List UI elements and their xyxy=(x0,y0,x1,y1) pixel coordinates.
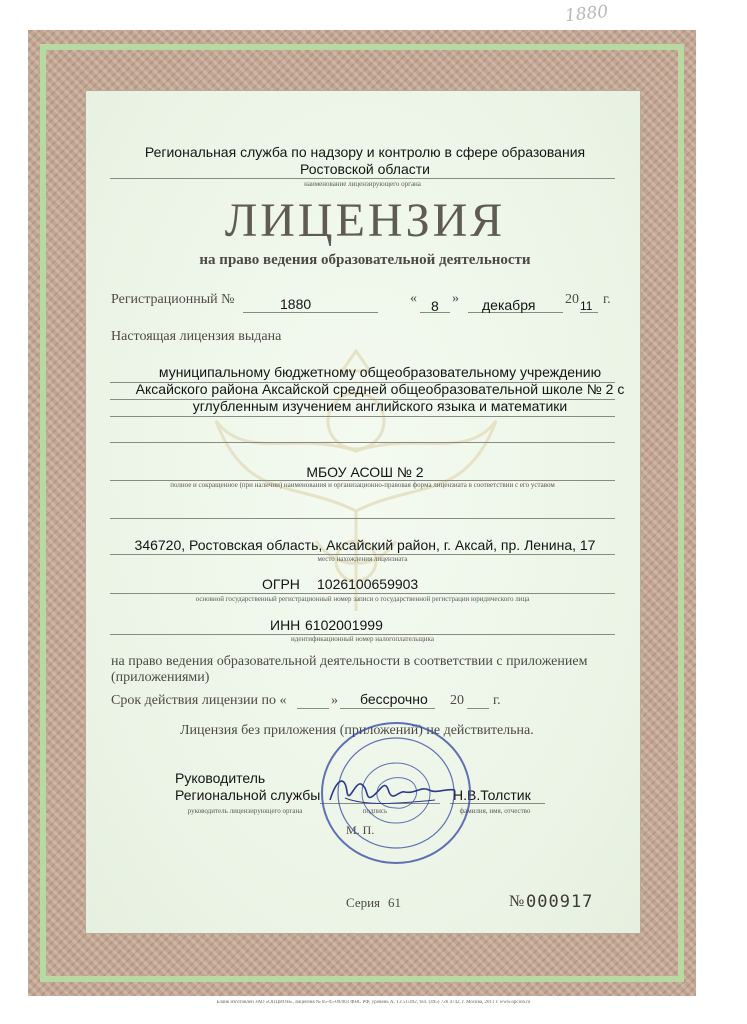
signature-caption: подпись xyxy=(362,807,388,815)
registration-month: декабря xyxy=(482,297,536,313)
document-subtitle: на право ведения образовательной деятельности xyxy=(199,252,531,268)
authority-name-line1: Региональная служба по надзору и контролю в сфере образования xyxy=(144,144,586,160)
licensee-full-name-line3: углубленным изучением английского языка и математики xyxy=(192,398,568,414)
signatory-title-line1: Руководитель xyxy=(175,770,266,786)
series-value: 61 xyxy=(388,895,401,910)
position-caption: руководитель лицензирующего органа xyxy=(187,807,303,815)
registration-year-prefix: 20 xyxy=(565,292,579,307)
authority-caption: наименование лицензирующего органа xyxy=(304,180,421,188)
licensee-full-name-line1: муниципальному бюджетному общеобразовательному учреждению xyxy=(158,364,602,380)
validity-label: Срок действия лицензии по « xyxy=(111,693,287,708)
registration-quote-close: » xyxy=(452,291,459,306)
signatory-name: Н.В.Толстик xyxy=(453,787,531,803)
licensee-full-name-line2: Аксайского района Аксайской средней общеобразовательной школе № 2 с xyxy=(135,381,625,397)
document-title: ЛИЦЕНЗИЯ xyxy=(224,194,506,247)
inn-caption: идентификационный номер налогоплательщика xyxy=(291,635,434,643)
stamp-place-label: М. П. xyxy=(346,823,375,837)
printer-line: Бланк изготовлен ЗАО «ОПЦИОН», лицензия № 05-05-09/003 ФНС РФ, уровень А, ТЗ 51/492, тел. (495) 726 4742, г. Москва, 2011 г. www.opcion.ru xyxy=(216,1000,531,1005)
validity-quote-close: » xyxy=(331,693,338,708)
right-text-line1: на право ведения образовательной деятельности в соответствии с приложением xyxy=(111,654,588,669)
registration-label: Регистрационный № xyxy=(111,292,235,307)
ogrn-caption: основной государственный регистрационный номер записи о государственной регистрации юридического лица xyxy=(195,595,530,603)
signatory-title-line2: Региональной службы xyxy=(175,787,321,803)
address-caption: место нахождения лицензиата xyxy=(317,555,408,563)
handwritten-number: 1880 xyxy=(564,1,610,27)
validity-value: бессрочно xyxy=(360,691,428,707)
registration-quote-open: « xyxy=(410,291,417,306)
ogrn-label: ОГРН xyxy=(262,576,300,592)
form-number-label: № xyxy=(509,893,525,910)
series-label: Серия xyxy=(346,895,381,910)
name-caption: фамилия, имя, отчество xyxy=(459,807,531,815)
signature-icon xyxy=(325,770,460,815)
inn-label: ИНН xyxy=(270,617,301,633)
registration-day: 8 xyxy=(431,298,439,314)
validity-year-unit: г. xyxy=(493,693,501,708)
authority-name-line2: Ростовской области xyxy=(300,161,430,177)
licensee-address: 346720, Ростовская область, Аксайский район, г. Аксай, пр. Ленина, 17 xyxy=(134,537,596,553)
validity-year-prefix: 20 xyxy=(450,693,464,708)
issued-label: Настоящая лицензия выдана xyxy=(111,329,282,344)
form-number-value: 000917 xyxy=(526,892,594,912)
licensee-name-caption: полное и сокращенное (при наличии) наименования и организационно-правовая форма лицензиата в соответствии с его уставом xyxy=(170,481,555,489)
registration-number: 1880 xyxy=(280,296,312,312)
right-text-line2: (приложениями) xyxy=(111,670,210,685)
registration-year-unit: г. xyxy=(603,292,611,307)
registration-year-suffix: 11 xyxy=(580,299,593,313)
notice: Лицензия без приложения (приложений) не действительна. xyxy=(180,723,534,738)
licensee-short-name: МБОУ АСОШ № 2 xyxy=(306,464,424,480)
ogrn-value: 1026100659903 xyxy=(317,576,419,592)
inn-value: 6102001999 xyxy=(305,617,383,633)
